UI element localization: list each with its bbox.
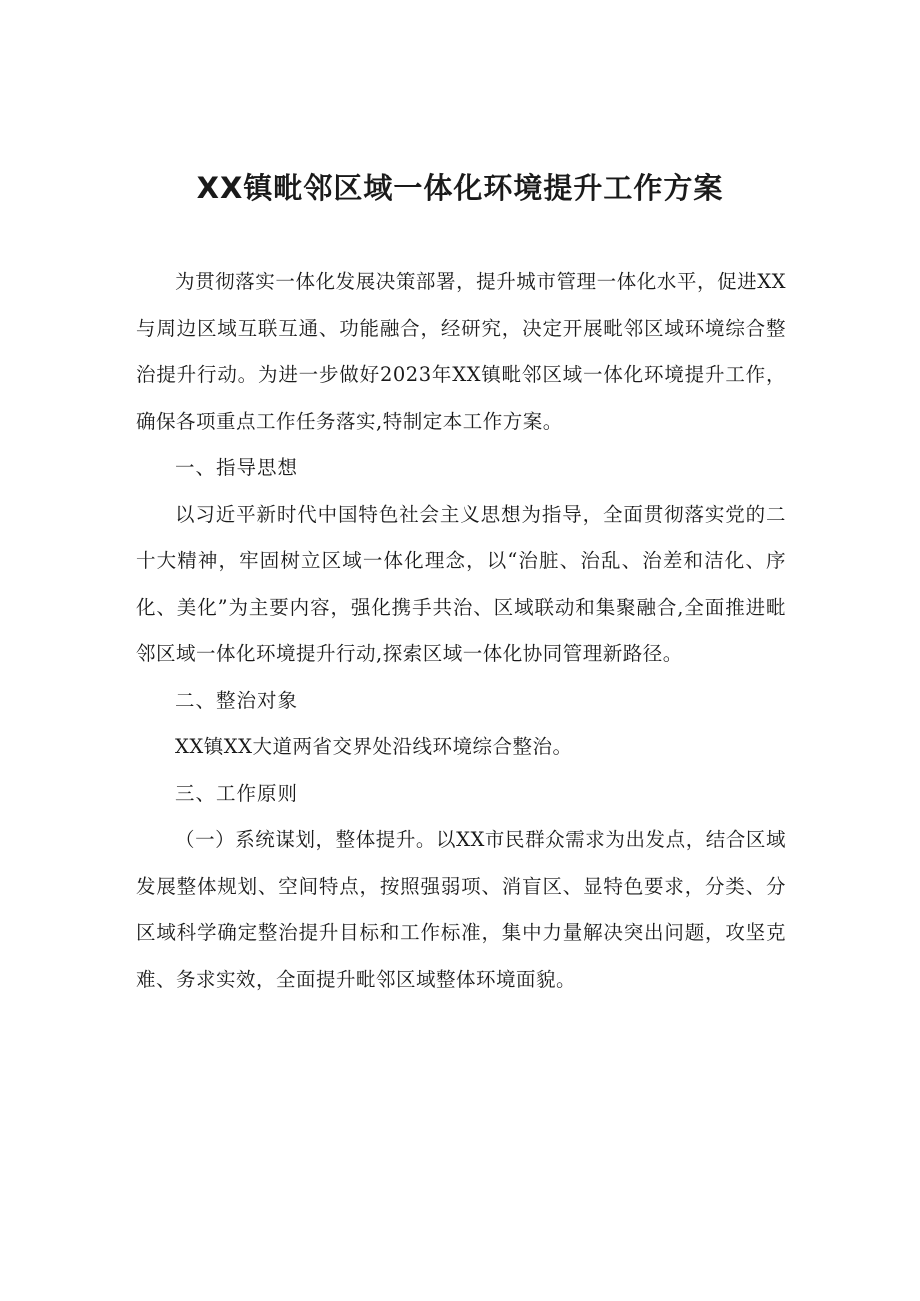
section-heading-guiding-ideology: 一、指导思想 bbox=[175, 456, 299, 479]
section-paragraph-targets: XX镇XX大道两省交界处沿线环境综合整治。 bbox=[175, 735, 573, 758]
document-title: XX镇毗邻区域一体化环境提升工作方案 bbox=[196, 171, 724, 205]
intro-paragraph: 为贯彻落实一体化发展决策部署，提升城市管理一体化水平，促进XX与周边区域互联互通、功能融合，经研究，决定开展毗邻区域环境综合整治提升行动。为进一步做好2023年XX镇毗邻区域一体化环境提升工作，确保各项重点工作任务落实,特制定本工作方案。 bbox=[136, 270, 786, 433]
section-heading-principles: 三、工作原则 bbox=[175, 781, 299, 805]
document-body bbox=[136, 259, 786, 1003]
section-paragraph-guiding-ideology: 以习近平新时代中国特色社会主义思想为指导，全面贯彻落实党的二十大精神，牢固树立区域一体化理念，以“治脏、治乱、治差和洁化、序化、美化”为主要内容，强化携手共治、区域联动和集聚融合,全面推进毗邻区域一体化环境提升行动,探索区域一体化协同管理新路径。 bbox=[136, 502, 786, 665]
section-heading-targets: 二、整治对象 bbox=[175, 688, 299, 712]
section-paragraph-principles: （一）系统谋划，整体提升。以XX市民群众需求为出发点，结合区域发展整体规划、空间特点，按照强弱项、消盲区、显特色要求，分类、分区域科学确定整治提升目标和工作标准，集中力量解决突出问题，攻坚克难、务求实效，全面提升毗邻区域整体环境面貌。 bbox=[136, 828, 786, 991]
